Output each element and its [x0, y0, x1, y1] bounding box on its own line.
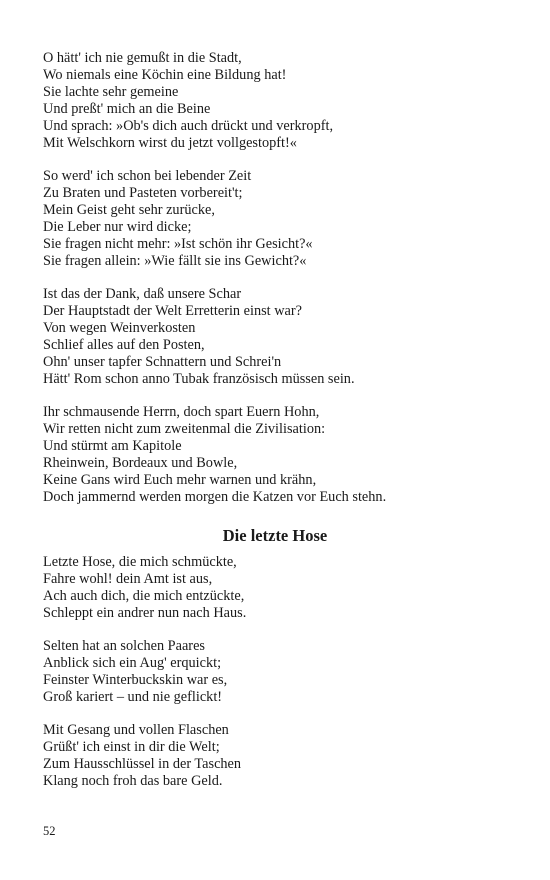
- stanza: [43, 168, 313, 270]
- page-number: 52: [43, 824, 56, 838]
- stanza: [43, 554, 246, 622]
- verse-line: Doch jammernd werden morgen die Katzen vor Euch stehn.: [43, 489, 387, 505]
- verse-line: Ist das der Dank, daß unsere Schar: [43, 286, 242, 302]
- stanza: [43, 404, 386, 506]
- verse-line: O hätt' ich nie gemußt in die Stadt,: [43, 50, 242, 66]
- verse-line: Und preßt' mich an die Beine: [43, 101, 211, 117]
- verse-line: Von wegen Weinverkosten: [43, 320, 196, 336]
- verse-line: Ohn' unser tapfer Schnattern und Schrei'n: [43, 354, 282, 370]
- verse-line: Mit Welschkorn wirst du jetzt vollgestopft!«: [43, 135, 297, 151]
- verse-line: Feinster Winterbuckskin war es,: [43, 672, 228, 688]
- verse-line: Ach auch dich, die mich entzückte,: [43, 588, 245, 604]
- verse-line: Sie lachte sehr gemeine: [43, 84, 179, 100]
- verse-line: Letzte Hose, die mich schmückte,: [43, 554, 237, 570]
- stanza: [43, 722, 241, 790]
- verse-line: Grüßt' ich einst in dir die Welt;: [43, 739, 220, 755]
- verse-line: Wo niemals eine Köchin eine Bildung hat!: [43, 67, 287, 83]
- verse-line: So werd' ich schon bei lebender Zeit: [43, 168, 252, 184]
- verse-line: Groß kariert – und nie geflickt!: [43, 689, 223, 705]
- verse-line: Mein Geist geht sehr zurücke,: [43, 202, 215, 218]
- verse-line: Zum Hausschlüssel in der Taschen: [43, 756, 242, 772]
- poem-title: Die letzte Hose: [222, 526, 328, 545]
- verse-line: Der Hauptstadt der Welt Erretterin einst war?: [43, 303, 303, 319]
- verse-line: Mit Gesang und vollen Flaschen: [43, 722, 229, 738]
- verse-line: Sie fragen allein: »Wie fällt sie ins Gewicht?«: [43, 253, 307, 269]
- verse-line: Wir retten nicht zum zweitenmal die Zivilisation:: [43, 421, 326, 437]
- verse-line: Zu Braten und Pasteten vorbereit't;: [43, 185, 243, 201]
- verse-line: Schleppt ein andrer nun nach Haus.: [43, 605, 247, 621]
- verse-line: Sie fragen nicht mehr: »Ist schön ihr Gesicht?«: [43, 236, 313, 252]
- verse-line: Die Leber nur wird dicke;: [43, 219, 192, 235]
- verse-line: Schlief alles auf den Posten,: [43, 337, 205, 353]
- verse-line: Fahre wohl! dein Amt ist aus,: [43, 571, 213, 587]
- verse-line: Ihr schmausende Herrn, doch spart Euern Hohn,: [43, 404, 320, 420]
- stanza: [43, 638, 227, 706]
- verse-line: Hätt' Rom schon anno Tubak französisch müssen sein.: [43, 371, 355, 387]
- verse-line: Klang noch froh das bare Geld.: [43, 773, 223, 789]
- verse-line: Und stürmt am Kapitole: [43, 438, 182, 454]
- verse-line: Selten hat an solchen Paares: [43, 638, 205, 654]
- stanza: [43, 286, 355, 388]
- verse-line: Und sprach: »Ob's dich auch drückt und verkropft,: [43, 118, 334, 134]
- verse-line: Keine Gans wird Euch mehr warnen und krähn,: [43, 472, 317, 488]
- verse-line: Anblick sich ein Aug' erquickt;: [43, 655, 222, 671]
- verse-line: Rheinwein, Bordeaux und Bowle,: [43, 455, 238, 471]
- stanza: [43, 50, 333, 152]
